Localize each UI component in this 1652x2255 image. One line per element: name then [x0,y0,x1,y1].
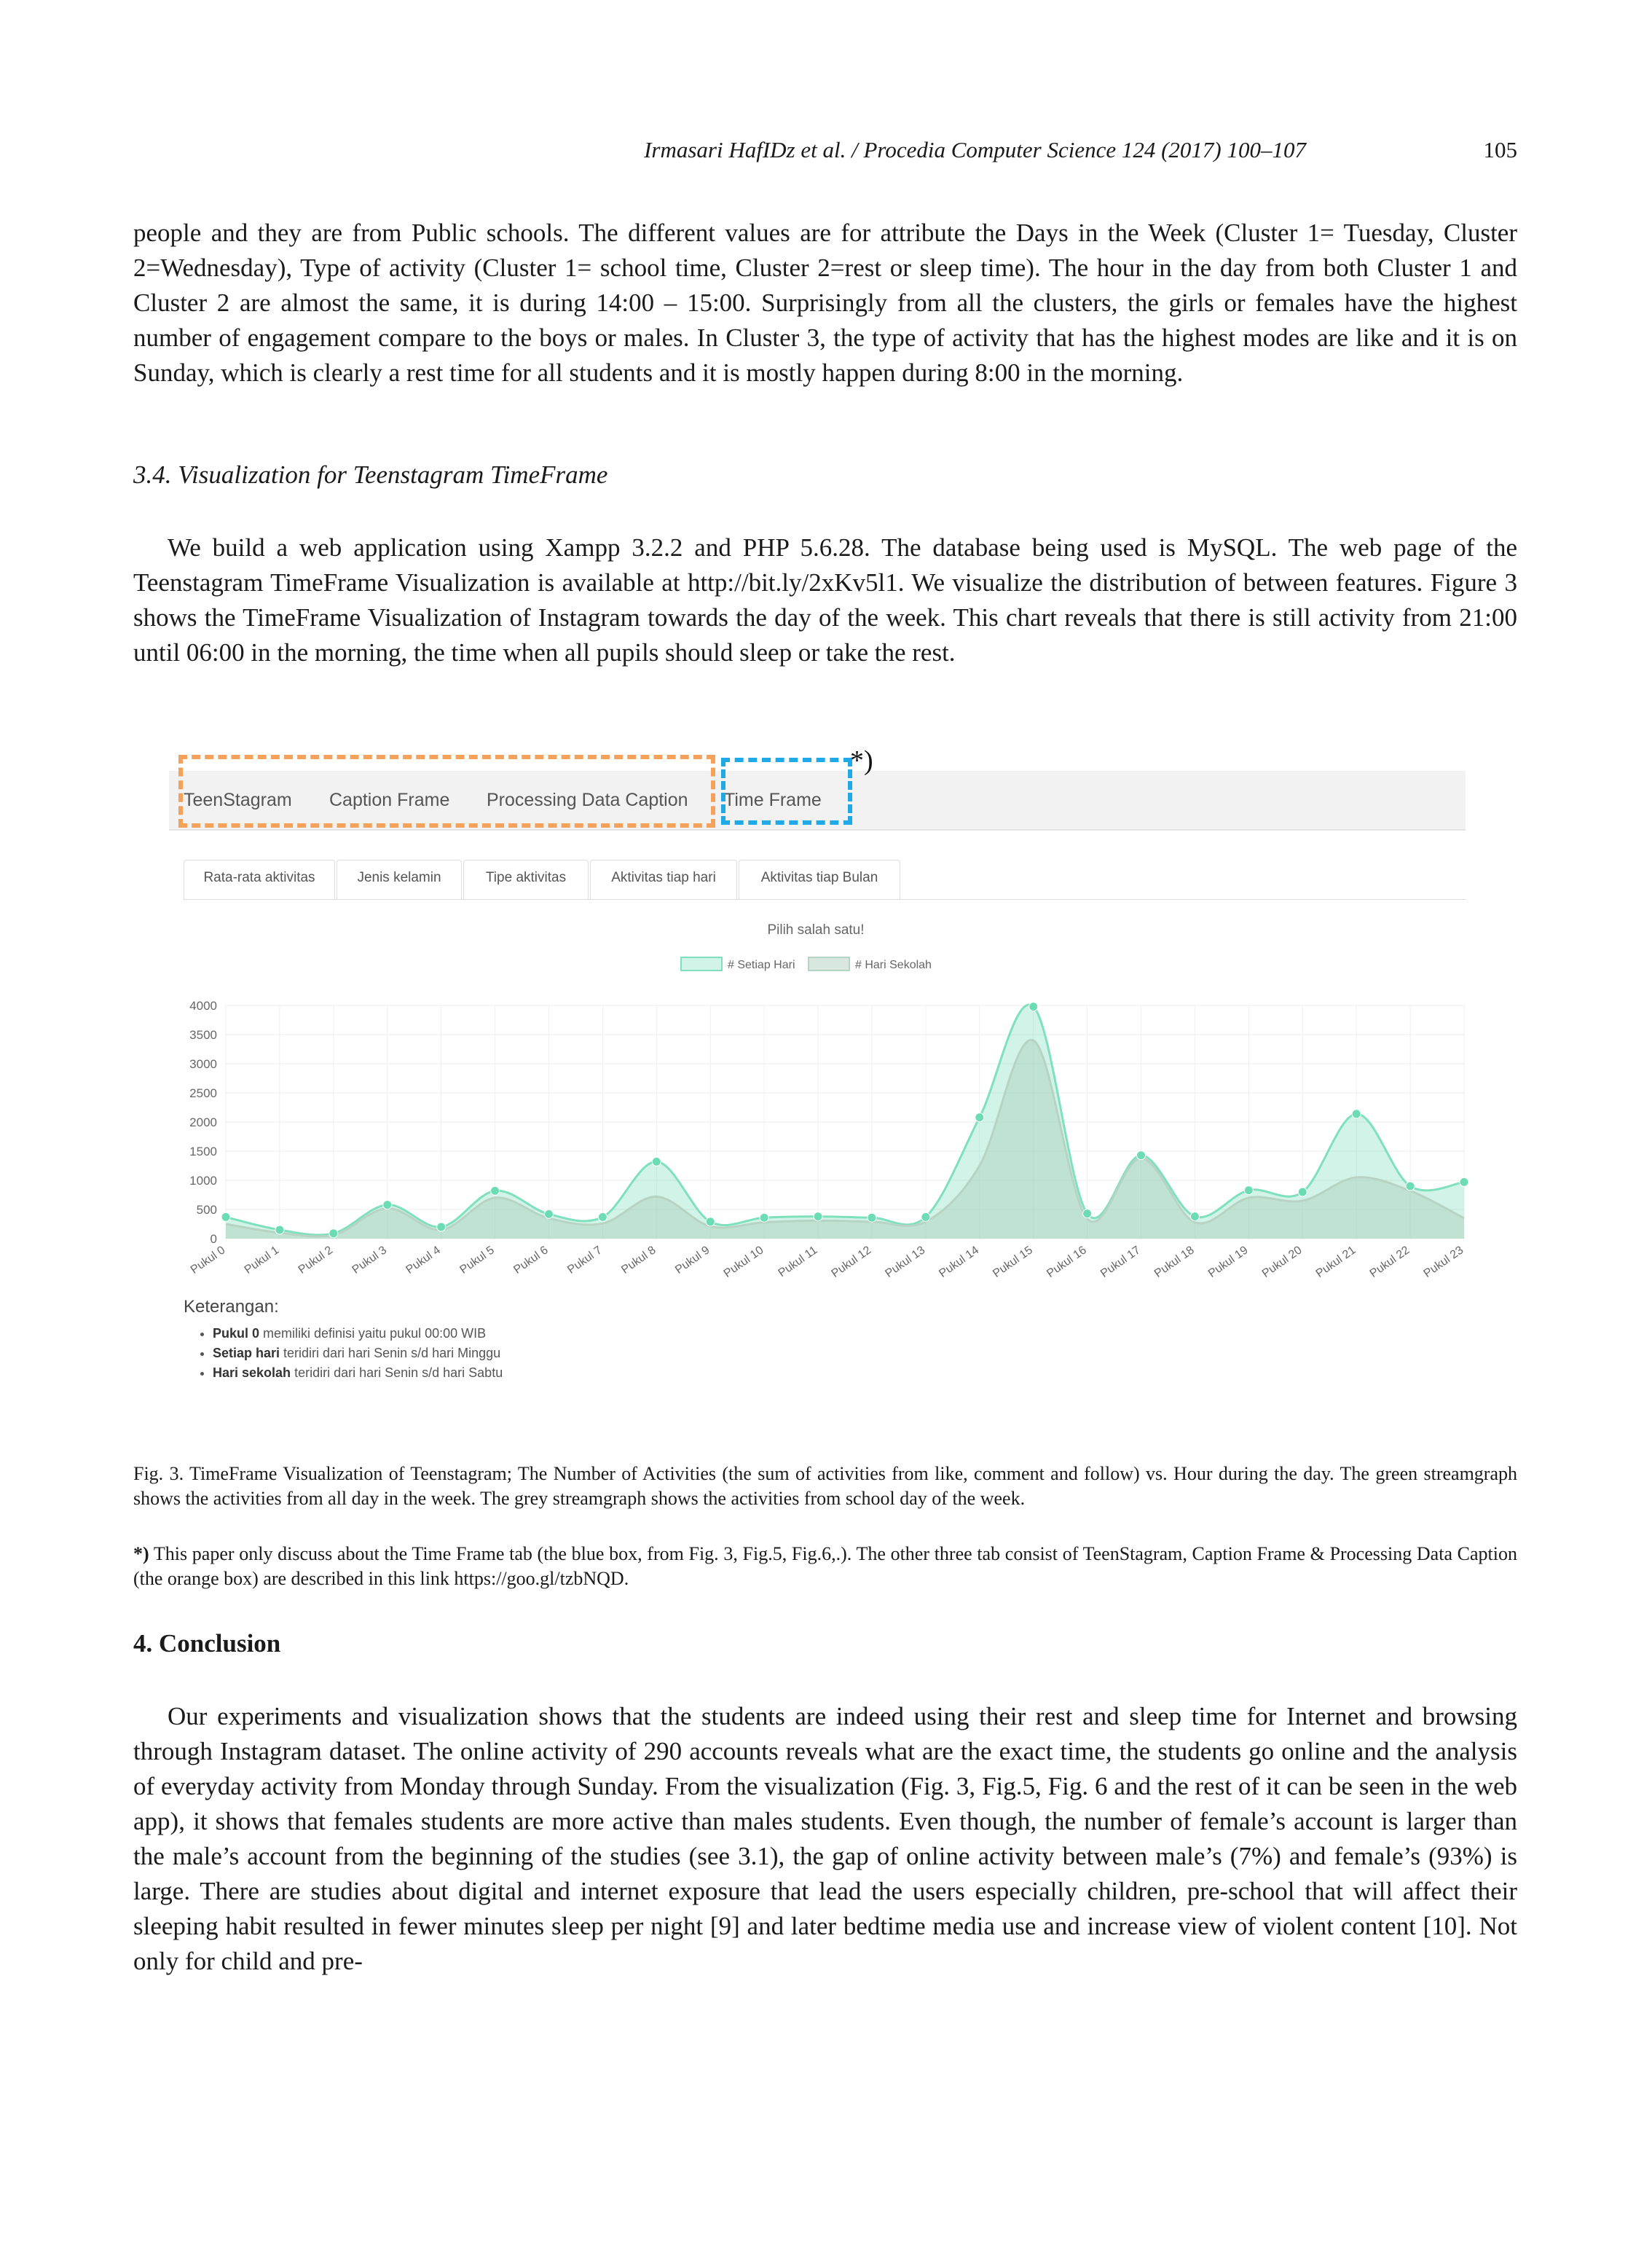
x-tick-label: Pukul 7 [565,1244,605,1276]
y-tick-label: 500 [196,1203,217,1217]
tab-jenis-kelamin[interactable]: Jenis kelamin [337,860,462,900]
data-point [814,1212,822,1221]
data-point [329,1229,338,1238]
tab-aktivitas-tiap-hari[interactable]: Aktivitas tiap hari [590,860,737,900]
data-point [975,1113,984,1122]
x-tick-label: Pukul 2 [296,1244,336,1276]
x-tick-label: Pukul 16 [1045,1244,1089,1280]
blue-dashed-box [721,758,852,825]
x-tick-label: Pukul 10 [721,1244,766,1280]
activity-area-chart [168,911,1479,1290]
tab-rata-rata-aktivitas[interactable]: Rata-rata aktivitas [184,860,335,901]
x-tick-label: Pukul 19 [1205,1244,1251,1280]
body-paragraph-3: Our experiments and visualization shows that the students are indeed using their rest and sleep time for Internet and browsing through Instagram dataset. The online activity of 290 accounts reveals what are the exact time, the students go online and the analysis of everyday activity from Monday through Sunday. From the visualization (Fig. 3, Fig.5, Fig. 6 and the rest of it can be seen in the web app), it shows that females students are more active than males students. Even though, the number of female’s account is larger than the male’s account from the beginning of the studies (see 3.1), the gap of online activity between male’s (7%) and female’s (93%) is large. There are studies about digital and internet exposure that lead the users especially children, pre-school that will affect their sleeping habit resulted in fewer minutes sleep per night [9] and later bedtime media use and increase view of violent content [10]. Not only for child and pre- [133,1702,1517,1975]
data-point [275,1225,284,1234]
data-point [1029,1003,1038,1011]
section-title-3-4: 3.4. Visualization for Teenstagram TimeFrame [133,460,608,489]
data-point [383,1201,392,1209]
nav-time-frame[interactable]: Time Frame [724,790,822,810]
data-point [1083,1209,1092,1218]
x-tick-label: Pukul 5 [457,1244,497,1276]
x-tick-label: Pukul 13 [883,1244,928,1280]
legend-label: # Hari Sekolah [855,959,932,971]
body-paragraph-2: We build a web application using Xampp 3.2.2 and PHP 5.6.28. The database being used is MySQL. The web page of the Teenstagram TimeFrame Visualization is available at http://bit.ly/2xKv5l1. We visualize the distribution of between features. Figure 3 shows the TimeFrame Visualization of Instagram towards the day of the week. This chart reveals that there is still activity from 21:00 until 06:00 in the morning, the time when all pupils should sleep or take the rest. [133,533,1517,667]
x-tick-label: Pukul 3 [350,1244,390,1276]
figure-3-screenshot [168,736,1479,1413]
footnote-text: This paper only discuss about the Time Frame tab (the blue box, from Fig. 3, Fig.5, Fig.6,.). The other three tab consist of TeenStagram, Caption Frame & Processing Data Caption (the orange box) are described in this link https://goo.gl/tzbNQD. [133,1543,1517,1589]
figure-star-mark: *) [850,745,873,776]
x-tick-label: Pukul 20 [1259,1244,1305,1280]
x-tick-label: Pukul 1 [242,1244,282,1276]
x-tick-label: Pukul 21 [1313,1244,1358,1280]
x-tick-label: Pukul 14 [937,1244,982,1280]
nav-teenstagram[interactable]: TeenStagram [184,790,292,810]
x-axis [189,1244,1466,1280]
running-head-title: Irmasari HafIDz et al. / Procedia Computer Science 124 (2017) 100–107 [644,137,1306,162]
x-tick-label: Pukul 6 [511,1244,551,1276]
data-point [868,1213,876,1222]
body-paragraph-1: people and they are from Public schools. The different values are for attribute the Days in the Week (Cluster 1= Tuesday, Cluster 2=Wednesday), Type of activity (Cluster 1= school time, Cluster 2=rest or sleep time). The hour in the day from both Cluster 1 and Cluster 2 are almost the same, it is during 14:00 – 15:00. Surprisingly from all the clusters, the girls or females have the highest number of engagement compare to the boys or males. In Cluster 3, the type of activity that has the highest modes are like and it is on Sunday, which is clearly a rest time for all students and it is mostly happen during 8:00 in the morning. [133,219,1517,387]
note-item [213,1326,503,1341]
figure-footnote [133,1542,1517,1591]
note-item [213,1346,503,1361]
x-tick-label: Pukul 15 [991,1244,1035,1280]
y-tick-label: 0 [210,1232,217,1246]
y-tick-label: 3000 [189,1057,217,1071]
tab-tipe-aktivitas[interactable]: Tipe aktivitas [463,860,589,900]
data-point [491,1186,500,1195]
note-item [213,1365,503,1381]
x-tick-label: Pukul 0 [188,1244,228,1276]
data-point [760,1213,768,1222]
data-point [652,1157,661,1166]
data-point [1244,1186,1253,1195]
y-tick-label: 2000 [189,1115,217,1129]
nav-processing-data-caption[interactable]: Processing Data Caption [487,790,688,810]
running-header [133,137,1517,166]
note-text: teridiri dari hari Senin s/d hari Sabtu [291,1365,503,1380]
data-point [1406,1182,1415,1191]
note-bold: Hari sekolah [213,1365,291,1380]
data-point [1137,1151,1146,1160]
x-tick-label: Pukul 11 [776,1244,820,1280]
page-number: 105 [1483,137,1517,162]
data-point [1460,1177,1468,1186]
footnote-mark: *) [133,1543,149,1564]
data-point [706,1217,715,1226]
y-axis [189,999,217,1246]
chart-legend [681,957,932,971]
x-tick-label: Pukul 18 [1152,1244,1197,1280]
note-bold: Setiap hari [213,1346,280,1360]
data-point [1298,1188,1307,1196]
x-tick-label: Pukul 4 [404,1244,443,1276]
x-tick-label: Pukul 17 [1098,1244,1143,1280]
x-tick-label: Pukul 8 [619,1244,658,1276]
x-tick-label: Pukul 23 [1421,1244,1466,1280]
y-tick-label: 4000 [189,999,217,1013]
tab-aktivitas-tiap-bulan[interactable]: Aktivitas tiap Bulan [739,860,900,900]
data-point [221,1212,230,1221]
legend-label: # Setiap Hari [728,959,795,971]
tab-underline [184,899,1466,900]
orange-dashed-box [178,755,715,828]
note-text: memiliki definisi yaitu pukul 00:00 WIB [259,1326,487,1341]
x-tick-label: Pukul 22 [1367,1244,1412,1280]
data-point [544,1209,553,1218]
note-text: teridiri dari hari Senin s/d hari Minggu [280,1346,501,1360]
data-point [598,1212,607,1221]
data-point [921,1212,930,1221]
y-tick-label: 1000 [189,1174,217,1188]
notes-title: Keterangan: [184,1297,279,1317]
notes-list [184,1326,503,1381]
x-tick-label: Pukul 9 [673,1244,712,1276]
x-tick-label: Pukul 12 [829,1244,874,1280]
y-tick-label: 2500 [189,1086,217,1100]
legend-swatch [681,957,722,970]
chart-title: Pilih salah satu! [767,922,865,938]
data-point [1190,1212,1199,1221]
data-point [437,1223,446,1231]
y-tick-label: 1500 [189,1145,217,1158]
data-point [1352,1110,1361,1118]
note-bold: Pukul 0 [213,1326,260,1341]
notes-section [184,1297,503,1385]
nav-caption-frame[interactable]: Caption Frame [329,790,450,810]
legend-swatch [809,957,849,970]
y-tick-label: 3500 [189,1028,217,1042]
figure-caption: Fig. 3. TimeFrame Visualization of Teenstagram; The Number of Activities (the sum of activities from like, comment and follow) vs. Hour during the day. The green streamgraph shows the activities from all day in the week. The grey streamgraph shows the activities from school day of the week. [133,1463,1517,1509]
section-title-conclusion: 4. Conclusion [133,1629,281,1658]
series-area-1 [226,1040,1464,1239]
